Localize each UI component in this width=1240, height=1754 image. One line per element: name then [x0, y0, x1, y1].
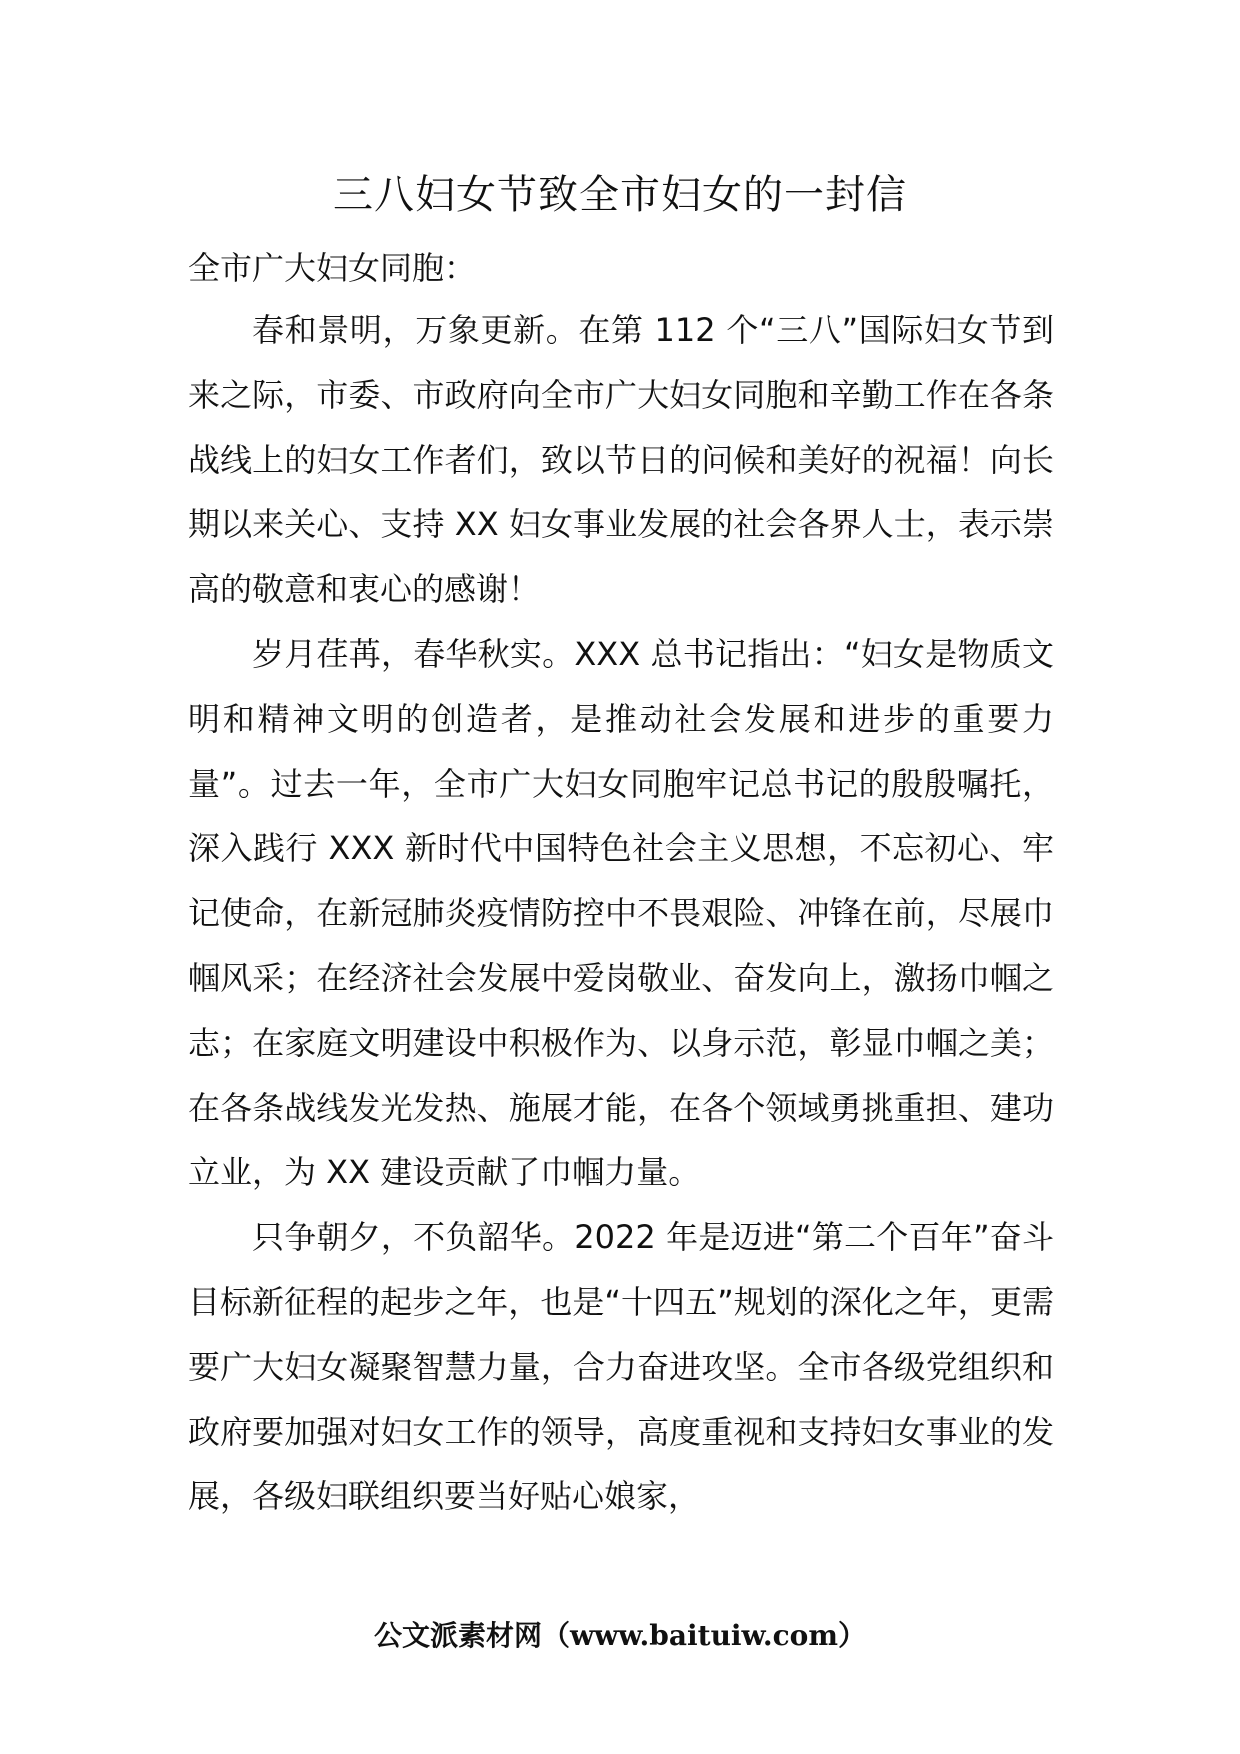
paragraph-outlook: 只争朝夕，不负韶华。2022 年是迈进“第二个百年”奋斗目标新征程的起步之年，也是“十四五”规划的深化之年，更需要广大妇女凝聚智慧力量，合力奋进攻坚。全市各级党组织和政府要加强对妇女工作的领导，高度重视和支持妇女事业的发展，各级妇联组织要当好贴心娘家，	[188, 1218, 1054, 1516]
letter-body	[188, 298, 1054, 1529]
paragraph-greeting: 春和景明，万象更新。在第 112 个“三八”国际妇女节到来之际，市委、市政府向全市广大妇女同胞和辛勤工作在各条战线上的妇女工作者们，致以节日的问候和美好的祝福！向长期以来关心、支持 XX 妇女事业发展的社会各界人士，表示崇高的敬意和衷心的感谢！	[188, 311, 1054, 609]
document-title: 三八妇女节致全市妇女的一封信	[333, 172, 907, 218]
paragraph-review: 岁月荏苒，春华秋实。XXX 总书记指出：“妇女是物质文明和精神文明的创造者，是推动社会发展和进步的重要力量”。过去一年，全市广大妇女同胞牢记总书记的殷殷嘱托，深入践行 XXX 新时代中国特色社会主义思想，不忘初心、牢记使命，在新冠肺炎疫情防控中不畏艰险、冲锋在前，尽展巾帼风采；在经济社会发展中爱岗敬业、奋发向上，激扬巾帼之志；在家庭文明建设中积极作为、以身示范，彰显巾帼之美；在各条战线发光发热、施展才能，在各个领域勇挑重担、建功立业，为 XX 建设贡献了巾帼力量。	[188, 634, 1054, 1192]
footer-watermark: 公文派素材网（www.baituiw.com）	[374, 1619, 866, 1652]
salutation: 全市广大妇女同胞：	[188, 249, 477, 287]
